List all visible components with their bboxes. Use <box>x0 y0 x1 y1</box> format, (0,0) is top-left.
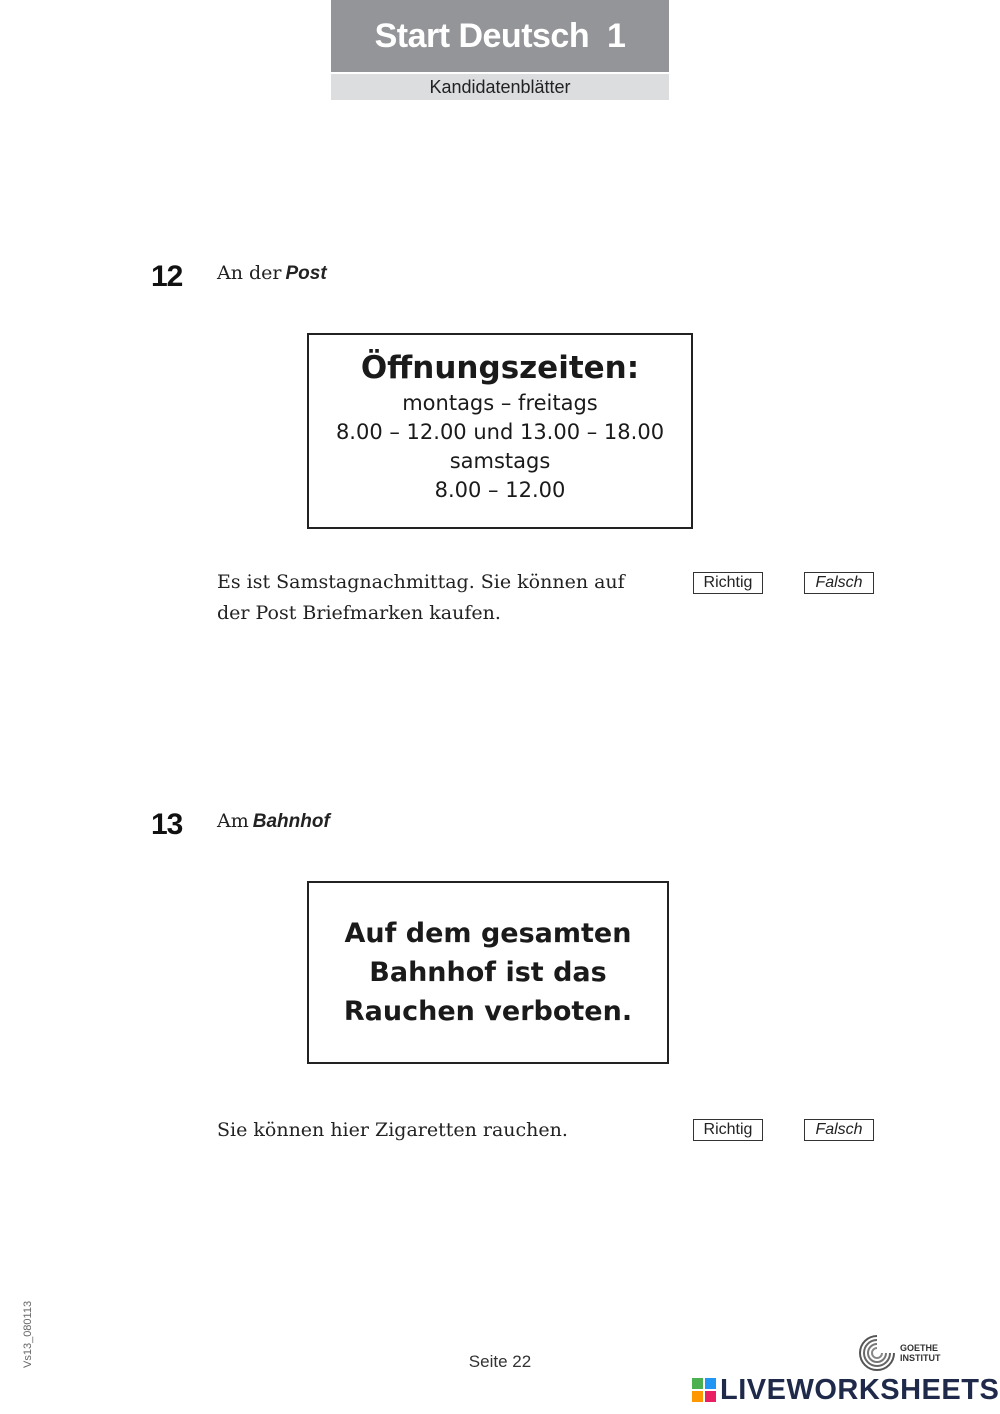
falsch-button-13[interactable]: Falsch <box>804 1119 874 1141</box>
page-number: Seite 22 <box>468 1352 532 1371</box>
richtig-button-13[interactable]: Richtig <box>693 1119 763 1141</box>
live-cubes-icon <box>692 1378 716 1402</box>
task-number-13: 13 <box>151 808 183 841</box>
task-title-prefix: Am <box>217 810 249 832</box>
task-title-keyword: Bahnhof <box>252 811 330 832</box>
goethe-swirl-icon <box>858 1334 896 1372</box>
richtig-button-12[interactable]: Richtig <box>693 572 763 594</box>
sign-line: montags – freitags <box>402 391 598 415</box>
no-smoking-sign <box>307 881 669 1064</box>
task-title-13 <box>217 810 330 833</box>
header-subtitle: Kandidatenblätter <box>331 74 669 100</box>
header-title: Start Deutsch 1 <box>331 0 669 72</box>
goethe-line-2: INSTITUT <box>900 1353 941 1363</box>
task-title-keyword: Post <box>285 263 327 284</box>
sign-line: samstags <box>449 449 551 473</box>
sign-line: 8.00 – 12.00 <box>434 478 566 502</box>
task-number-12: 12 <box>151 260 183 293</box>
task-title-prefix: An der <box>217 262 282 284</box>
falsch-button-12[interactable]: Falsch <box>804 572 874 594</box>
sign-line: Auf dem gesamten <box>344 918 632 949</box>
liveworksheets-logo <box>692 1374 999 1406</box>
opening-hours-sign <box>307 333 693 529</box>
sign-heading: Öffnungszeiten: <box>360 350 640 386</box>
goethe-line-1: GOETHE <box>900 1343 939 1353</box>
goethe-logo <box>858 1333 941 1373</box>
task-title-12 <box>217 262 327 285</box>
statement-12: Es ist Samstagnachmittag. Sie können auf der Post Briefmarken kaufen. <box>217 571 625 624</box>
sign-line: Rauchen verboten. <box>343 996 633 1027</box>
liveworksheets-wordmark: LIVEWORKSHEETS <box>720 1373 1000 1406</box>
sign-line: Bahnhof ist das <box>369 957 607 988</box>
sign-line: 8.00 – 12.00 und 13.00 – 18.00 <box>335 420 665 444</box>
document-code: Vs13_080113 <box>22 1300 34 1368</box>
statement-13: Sie können hier Zigaretten rauchen. <box>217 1119 568 1141</box>
